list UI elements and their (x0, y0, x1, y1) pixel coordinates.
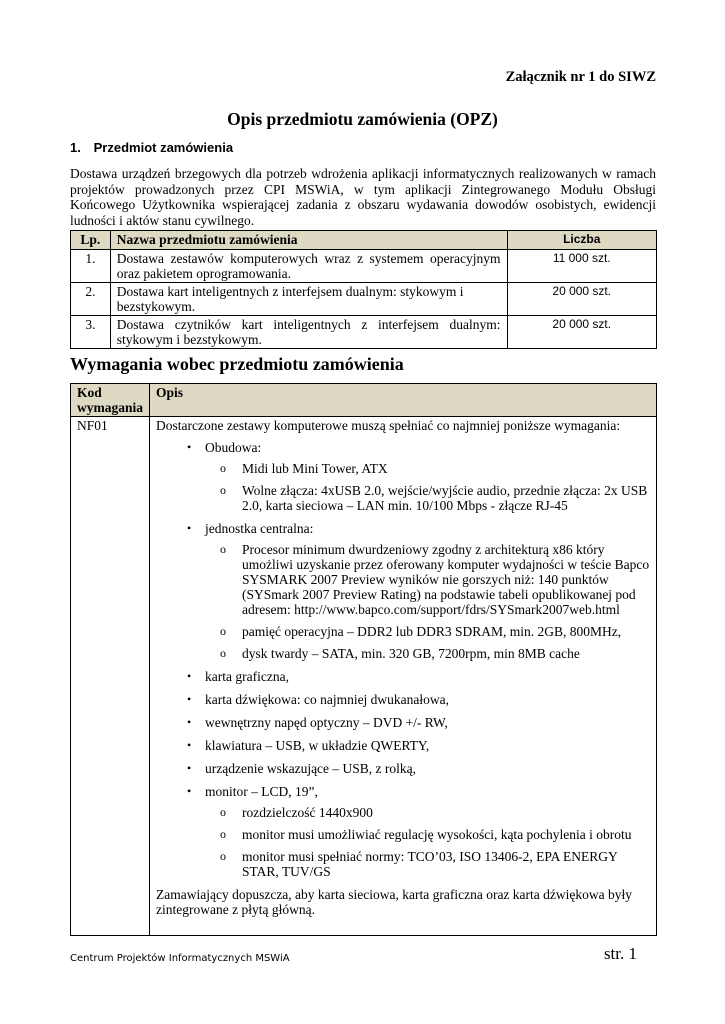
row-lp: 1. (71, 250, 111, 283)
row-name: Dostawa kart inteligentnych z interfejsem dualnym: stykowym i bezstykowym. (110, 283, 507, 316)
list-item-text: urządzenie wskazujące – USB, z rolką, (205, 761, 417, 776)
requirement-code: NF01 (71, 417, 150, 936)
circle-bullet-icon: o (220, 646, 226, 660)
requirement-description (150, 417, 657, 936)
bullet-icon: • (187, 715, 192, 729)
table-header-row (71, 231, 657, 250)
sub-list (205, 805, 650, 879)
list-item-text: karta dźwiękowa: co najmniej dwukanałowa, (205, 692, 450, 707)
circle-bullet-icon: o (220, 461, 226, 475)
circle-bullet-icon: o (220, 827, 226, 841)
row-lp: 2. (71, 283, 111, 316)
list-item (156, 669, 650, 684)
section-2-heading: Wymagania wobec przedmiotu zamówienia (70, 354, 404, 374)
table-row (71, 316, 657, 349)
row-name: Dostawa zestawów komputerowych wraz z systemem operacyjnym oraz pakietem oprogramowania. (110, 250, 507, 283)
list-item (156, 715, 650, 730)
sub-list-item-text: monitor musi umożliwiać regulację wysokości, kąta pochylenia i obrotu (242, 827, 632, 842)
table-row (71, 250, 657, 283)
table-header-row (71, 384, 657, 417)
list-item-text: monitor – LCD, 19”, (205, 784, 318, 799)
sub-list-item (205, 624, 650, 639)
circle-bullet-icon: o (220, 542, 226, 556)
requirements-table (70, 383, 657, 936)
circle-bullet-icon: o (220, 805, 226, 819)
list-item-text: klawiatura – USB, w układzie QWERTY, (205, 738, 430, 753)
page-title: Opis przedmiotu zamówienia (OPZ) (227, 109, 498, 129)
footer-page-number: str. 1 (603, 944, 637, 963)
row-qty: 20 000 szt. (507, 316, 657, 349)
bullet-icon: • (187, 784, 192, 798)
sub-list-item-text: Procesor minimum dwurdzeniowy zgodny z architekturą x86 który umożliwi uzyskanie przez oferowany komputer wydajności w teście Bapco SYSMARK 2007 Preview wyników nie gorszych niż: 140 punktów (SYSmark 2007 Preview Rating) na podstawie tabeli opublikowanej pod adresem: http://www.bapco.com/support/fdrs/SYSmark2007web.html (242, 542, 650, 617)
sub-list (205, 461, 650, 513)
list-item (156, 440, 650, 513)
sub-list-item (205, 542, 650, 617)
header-code: Kod wymagania (71, 384, 150, 417)
sub-list-item (205, 461, 650, 476)
section-1-heading (70, 140, 233, 155)
sub-list-item-text: monitor musi spełniać normy: TCO’03, ISO 13406-2, EPA ENERGY STAR, TUV/GS (242, 849, 618, 879)
bullet-icon: • (187, 761, 192, 775)
sub-list-item (205, 646, 650, 661)
bullet-icon: • (187, 692, 192, 706)
intro-paragraph: Dostawa urządzeń brzegowych dla potrzeb wdrożenia aplikacji informatycznych realizowanych w ramach projektów prowadzonych przez CPI MSWiA, w tym aplikacji Zintegrowanego Modułu Obsługi Końcowego Użytkownika wspierającej zadania z obszaru wydawania dowodów osobistych, ewidencji ludności i aktów stanu cywilnego. (70, 166, 656, 228)
requirement-list (156, 440, 650, 879)
sub-list (205, 542, 650, 661)
sub-list-item (205, 483, 650, 513)
row-qty: 11 000 szt. (507, 250, 657, 283)
list-item (156, 761, 650, 776)
bullet-icon: • (187, 440, 192, 454)
circle-bullet-icon: o (220, 624, 226, 638)
footer-organization: Centrum Projektów Informatycznych MSWiA (70, 953, 290, 964)
header-qty: Liczba (507, 231, 657, 250)
section-title: Przedmiot zamówienia (93, 140, 234, 155)
sub-list-item (205, 849, 650, 879)
annex-label: Załącznik nr 1 do SIWZ (505, 69, 656, 85)
sub-list-item-text: Midi lub Mini Tower, ATX (242, 461, 388, 476)
list-item (156, 521, 650, 661)
list-item-text: jednostka centralna: (205, 521, 314, 536)
circle-bullet-icon: o (220, 483, 226, 497)
list-item-text: karta graficzna, (205, 669, 289, 684)
bullet-icon: • (187, 738, 192, 752)
table-row (71, 417, 657, 936)
list-item (156, 784, 650, 879)
sub-list-item-text: rozdzielczość 1440x900 (242, 805, 373, 820)
sub-list-item (205, 805, 650, 820)
list-item (156, 738, 650, 753)
list-item (156, 692, 650, 707)
sub-list-item-text: dysk twardy – SATA, min. 320 GB, 7200rpm, min 8MB cache (242, 646, 580, 661)
circle-bullet-icon: o (220, 849, 226, 863)
section-number: 1. (70, 140, 81, 155)
sub-list-item-text: Wolne złącza: 4xUSB 2.0, wejście/wyjście audio, przednie złącza: 2x USB 2.0, karta sieciowa – LAN min. 10/100 Mbps - złącze RJ-45 (242, 483, 648, 513)
header-name: Nazwa przedmiotu zamówienia (110, 231, 507, 250)
row-name: Dostawa czytników kart inteligentnych z interfejsem dualnym: stykowym i bezstykowym. (110, 316, 507, 349)
header-lp: Lp. (71, 231, 111, 250)
items-table (70, 230, 657, 349)
requirement-closing: Zamawiający dopuszcza, aby karta sieciowa, karta graficzna oraz karta dźwiękowa były zintegrowane z płytą główną. (156, 887, 633, 917)
bullet-icon: • (187, 669, 192, 683)
list-item-text: Obudowa: (205, 440, 262, 455)
row-lp: 3. (71, 316, 111, 349)
table-row (71, 283, 657, 316)
row-qty: 20 000 szt. (507, 283, 657, 316)
requirement-lead: Dostarczone zestawy komputerowe muszą spełniać co najmniej poniższe wymagania: (156, 418, 621, 433)
bullet-icon: • (187, 521, 192, 535)
list-item-text: wewnętrzny napęd optyczny – DVD +/- RW, (205, 715, 448, 730)
header-desc: Opis (150, 384, 657, 417)
sub-list-item (205, 827, 650, 842)
sub-list-item-text: pamięć operacyjna – DDR2 lub DDR3 SDRAM, min. 2GB, 800MHz, (242, 624, 622, 639)
